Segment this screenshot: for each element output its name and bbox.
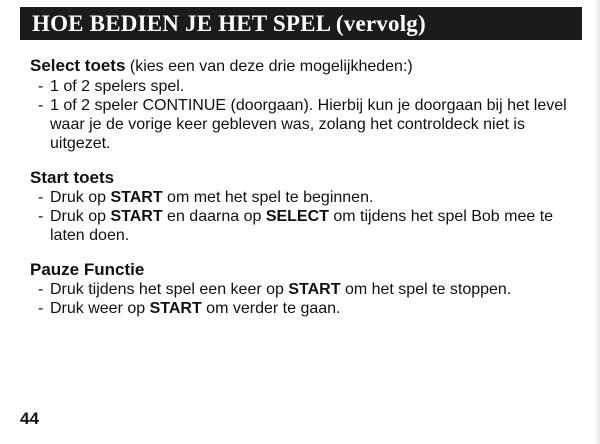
section-heading-text: Select toets xyxy=(30,56,126,75)
instruction-text: en daarna op xyxy=(162,208,266,225)
section-pauze-functie xyxy=(30,259,580,318)
instruction-text: Druk tijdens het spel een keer op xyxy=(50,281,289,298)
instruction-text: om verder te gaan. xyxy=(201,300,341,317)
header-bar xyxy=(20,7,582,40)
page-edge-shadow xyxy=(594,0,600,444)
section-heading-text: Start toets xyxy=(30,168,115,187)
instruction-text: Druk op xyxy=(50,189,111,206)
section-heading xyxy=(30,167,580,188)
page-number: 44 xyxy=(20,409,39,428)
instruction-text: om met het spel te beginnen. xyxy=(162,189,374,206)
instruction-item xyxy=(30,207,580,245)
instruction-list xyxy=(30,280,580,318)
instruction-item xyxy=(30,188,580,207)
bullet-dash: - xyxy=(38,300,44,317)
button-name-text: START xyxy=(110,189,163,206)
section-start-toets xyxy=(30,167,580,245)
button-name-text: START xyxy=(288,281,341,298)
section-heading xyxy=(30,259,580,280)
page-title: HOE BEDIEN JE HET SPEL (vervolg) xyxy=(32,10,426,36)
section-heading-text: Pauze Functie xyxy=(30,260,145,279)
bullet-dash: - xyxy=(38,97,44,114)
button-name-text: START xyxy=(149,300,202,317)
instruction-text: om tijdens het spel Bob mee te laten doen. xyxy=(50,208,554,244)
bullet-dash: - xyxy=(38,78,44,95)
instruction-item xyxy=(30,77,580,96)
manual-content xyxy=(30,55,580,332)
bullet-dash: - xyxy=(38,208,44,225)
button-name-text: START xyxy=(110,208,163,225)
instruction-item xyxy=(30,299,580,318)
section-heading-note: (kies een van deze drie mogelijkheden:) xyxy=(125,58,413,75)
instruction-item xyxy=(30,280,580,299)
instruction-list xyxy=(30,77,580,153)
instruction-text: om het spel te stoppen. xyxy=(340,281,512,298)
instruction-text: 1 of 2 spelers spel. xyxy=(50,78,185,95)
instruction-text: Druk weer op xyxy=(50,300,150,317)
instruction-list xyxy=(30,188,580,245)
bullet-dash: - xyxy=(38,281,44,298)
instruction-item xyxy=(30,96,580,153)
instruction-text: Druk op xyxy=(50,208,111,225)
button-name-text: SELECT xyxy=(265,208,329,225)
section-heading xyxy=(30,55,580,77)
instruction-text: 1 of 2 speler CONTINUE (doorgaan). Hierbij kun je doorgaan bij het level waar je de vorige keer gebleven was, zolang het controldeck niet is uitgezet. xyxy=(50,97,567,152)
bullet-dash: - xyxy=(38,189,44,206)
section-select-toets xyxy=(30,55,580,153)
